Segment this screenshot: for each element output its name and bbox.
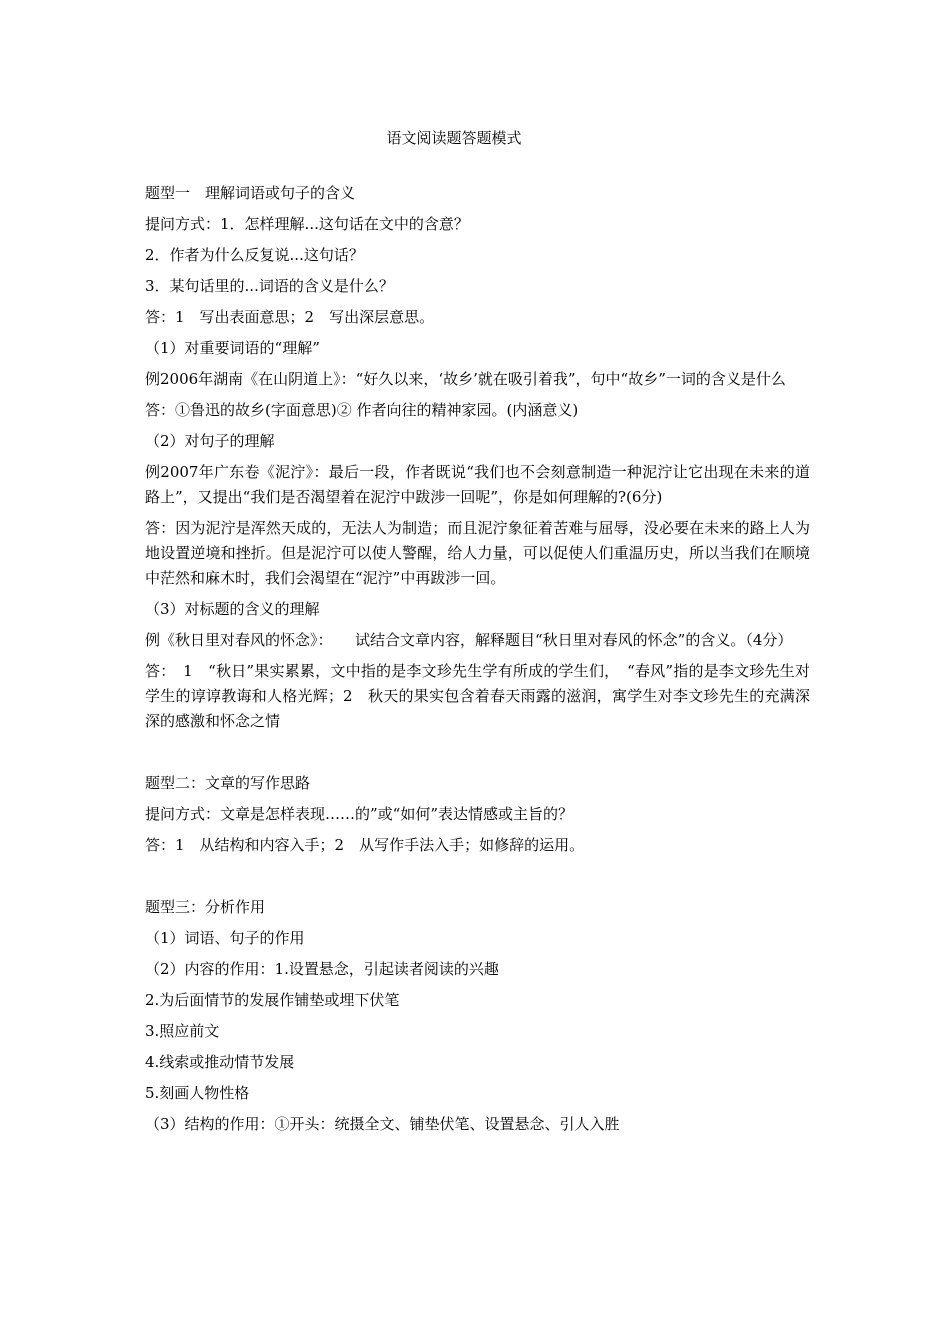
type1-sub3-label: （3）对标题的含义的理解 <box>145 600 320 618</box>
type1-sub2-label: （2）对句子的理解 <box>145 432 275 450</box>
type1-sub1-example: 例2006年湖南《在山阴道上》：“好久以来，‘故乡’就在吸引着我”，句中“故乡”一词的含义是什么 <box>145 370 786 388</box>
type3-item-4: 4.线索或推动情节发展 <box>145 1053 295 1071</box>
document-title: 语文阅读题答题模式 <box>386 129 522 147</box>
document-body <box>145 181 810 1143</box>
type1-sub1-label: （1）对重要词语的“理解” <box>145 339 320 357</box>
type2-answer: 答：1 从结构和内容入手；2 从写作手法入手；如修辞的运用。 <box>145 836 585 854</box>
type1-question-3: 3．某句话里的...词语的含义是什么？ <box>145 277 394 295</box>
type1-sub2-example: 例2007年广东卷《泥泞》：最后一段，作者既说“我们也不会刻意制造一种泥泞让它出现在未来的道路上”，又提出“我们是否渴望着在泥泞中跋涉一回呢”，你是如何理解的?(6分) <box>145 463 810 506</box>
section-gap <box>145 740 810 771</box>
type1-sub2-answer: 答：因为泥泞是浑然天成的，无法人为制造；而且泥泞象征着苦难与屈辱，没必要在未来的路上人为地设置逆境和挫折。但是泥泞可以使人警醒，给人力量，可以促使人们重温历史，所以当我们在顺境中茫然和麻木时，我们会渴望在“泥泞”中再跋涉一回。 <box>145 519 810 587</box>
type1-sub3-example: 例《秋日里对春风的怀念》： 试结合文章内容，解释题目“秋日里对春风的怀念”的含义。（4分） <box>145 631 793 649</box>
type1-sub1-answer: 答：①鲁迅的故乡(字面意思)② 作者向往的精神家园。(内涵意义) <box>145 401 579 419</box>
type1-question-2: 2．作者为什么反复说...这句话？ <box>145 246 364 264</box>
type1-sub3-answer: 答： 1 “秋日”果实累累，文中指的是李文珍先生学有所成的学生们， “春风”指的是李文珍先生对学生的谆谆教诲和人格光辉；2 秋天的果实包含着春天雨露的滋润，寓学生对李文珍先生的充满深深的感激和怀念之情 <box>145 662 810 730</box>
type1-ask: 提问方式：1．怎样理解...这句话在文中的含意？ <box>145 215 469 233</box>
type3-sub2: （2）内容的作用：1.设置悬念，引起读者阅读的兴趣 <box>145 960 499 978</box>
type3-item-3: 3.照应前文 <box>145 1022 220 1040</box>
type3-heading: 题型三：分析作用 <box>145 898 266 916</box>
type3-item-2: 2.为后面情节的发展作铺垫或埋下伏笔 <box>145 991 400 1009</box>
type3-sub3: （3）结构的作用：①开头：统摄全文、铺垫伏笔、设置悬念、引人入胜 <box>145 1115 620 1133</box>
type3-sub1: （1）词语、句子的作用 <box>145 929 305 947</box>
type2-ask: 提问方式：文章是怎样表现……的”或“如何”表达情感或主旨的？ <box>145 805 574 823</box>
type1-heading: 题型一 理解词语或句子的含义 <box>145 184 356 202</box>
type2-heading: 题型二：文章的写作思路 <box>145 774 311 792</box>
type3-item-5: 5.刻画人物性格 <box>145 1084 250 1102</box>
type1-answer: 答：1 写出表面意思；2 写出深层意思。 <box>145 308 435 326</box>
section-gap <box>145 864 810 895</box>
